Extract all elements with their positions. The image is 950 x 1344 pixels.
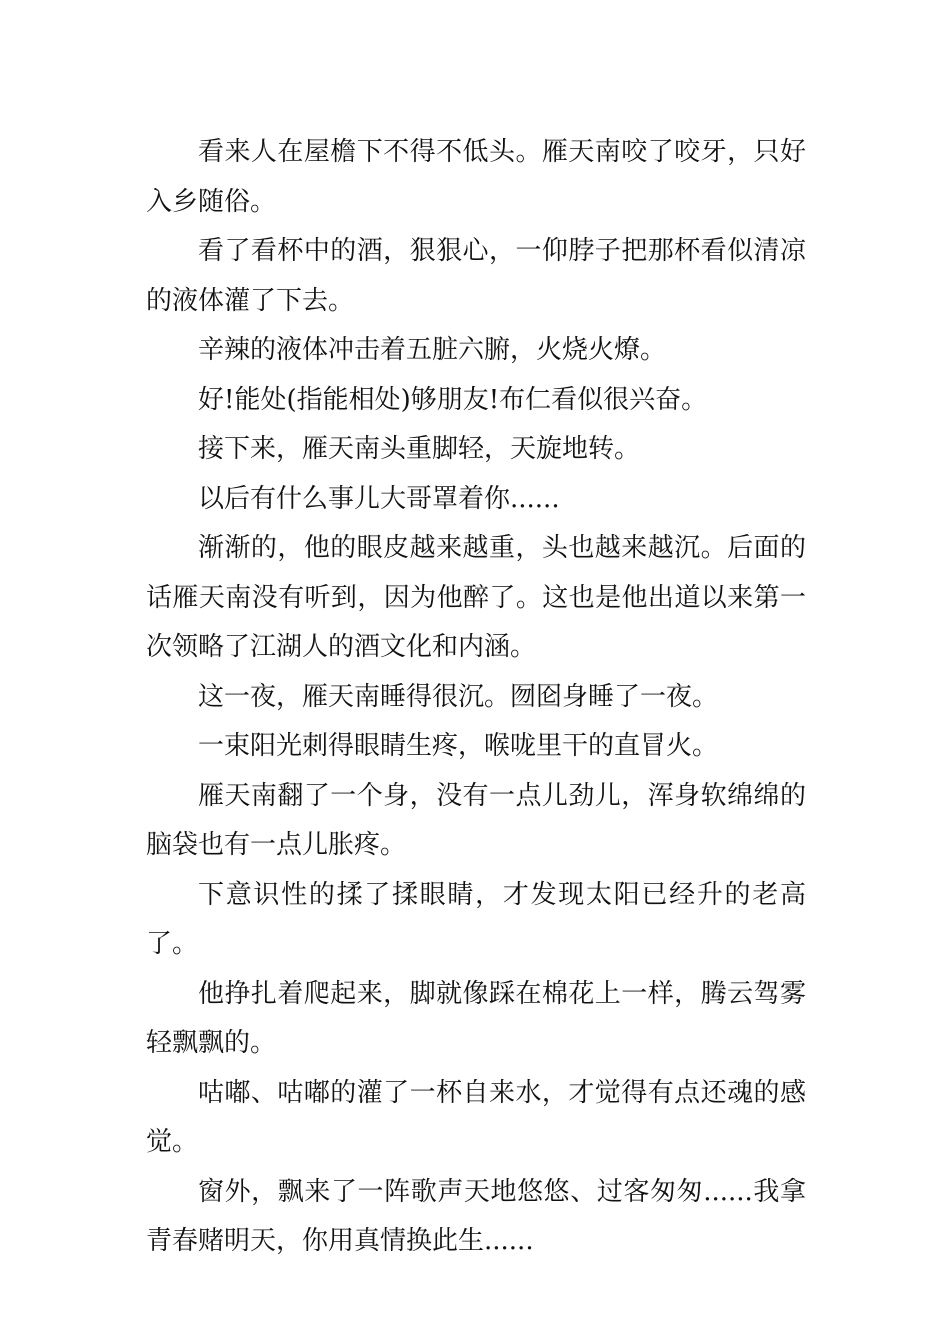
paragraph-4: 好!能处(指能相处)够朋友!布仁看似很兴奋。 — [198, 384, 708, 415]
paragraph-3: 辛辣的液体冲击着五脏六腑，火烧火燎。 — [198, 335, 667, 365]
paragraph-11: 下意识性的揉了揉眼睛，才发现太阳已经升的老高了。 — [146, 879, 806, 959]
paragraph-13: 咕嘟、咕嘟的灌了一杯自来水，才觉得有点还魂的感觉。 — [146, 1077, 806, 1157]
paragraph-14: 窗外，飘来了一阵歌声天地悠悠、过客匆匆......我拿青春赌明天，你用真情换此生...... — [146, 1176, 806, 1256]
paragraph-1: 看来人在屋檐下不得不低头。雁天南咬了咬牙，只好入乡随俗。 — [146, 137, 806, 217]
paragraph-10: 雁天南翻了一个身，没有一点儿劲儿，浑身软绵绵的脑袋也有一点儿胀疼。 — [146, 780, 806, 860]
paragraph-2: 看了看杯中的酒，狠狠心，一仰脖子把那杯看似清凉的液体灌了下去。 — [146, 236, 806, 316]
paragraph-8: 这一夜，雁天南睡得很沉。囫囵身睡了一夜。 — [198, 681, 719, 712]
paragraph-6: 以后有什么事儿大哥罩着你...... — [198, 483, 560, 514]
paragraph-7: 渐渐的，他的眼皮越来越重，头也越来越沉。后面的话雁天南没有听到，因为他醉了。这也是他出道以来第一次领略了江湖人的酒文化和内涵。 — [146, 533, 806, 662]
paragraph-5: 接下来，雁天南头重脚轻，天旋地转。 — [198, 434, 641, 464]
paragraph-9: 一束阳光刺得眼睛生疼，喉咙里干的直冒火。 — [198, 731, 719, 761]
document-body — [146, 128, 806, 1267]
paragraph-12: 他挣扎着爬起来，脚就像踩在棉花上一样，腾云驾雾轻飘飘的。 — [146, 978, 806, 1058]
